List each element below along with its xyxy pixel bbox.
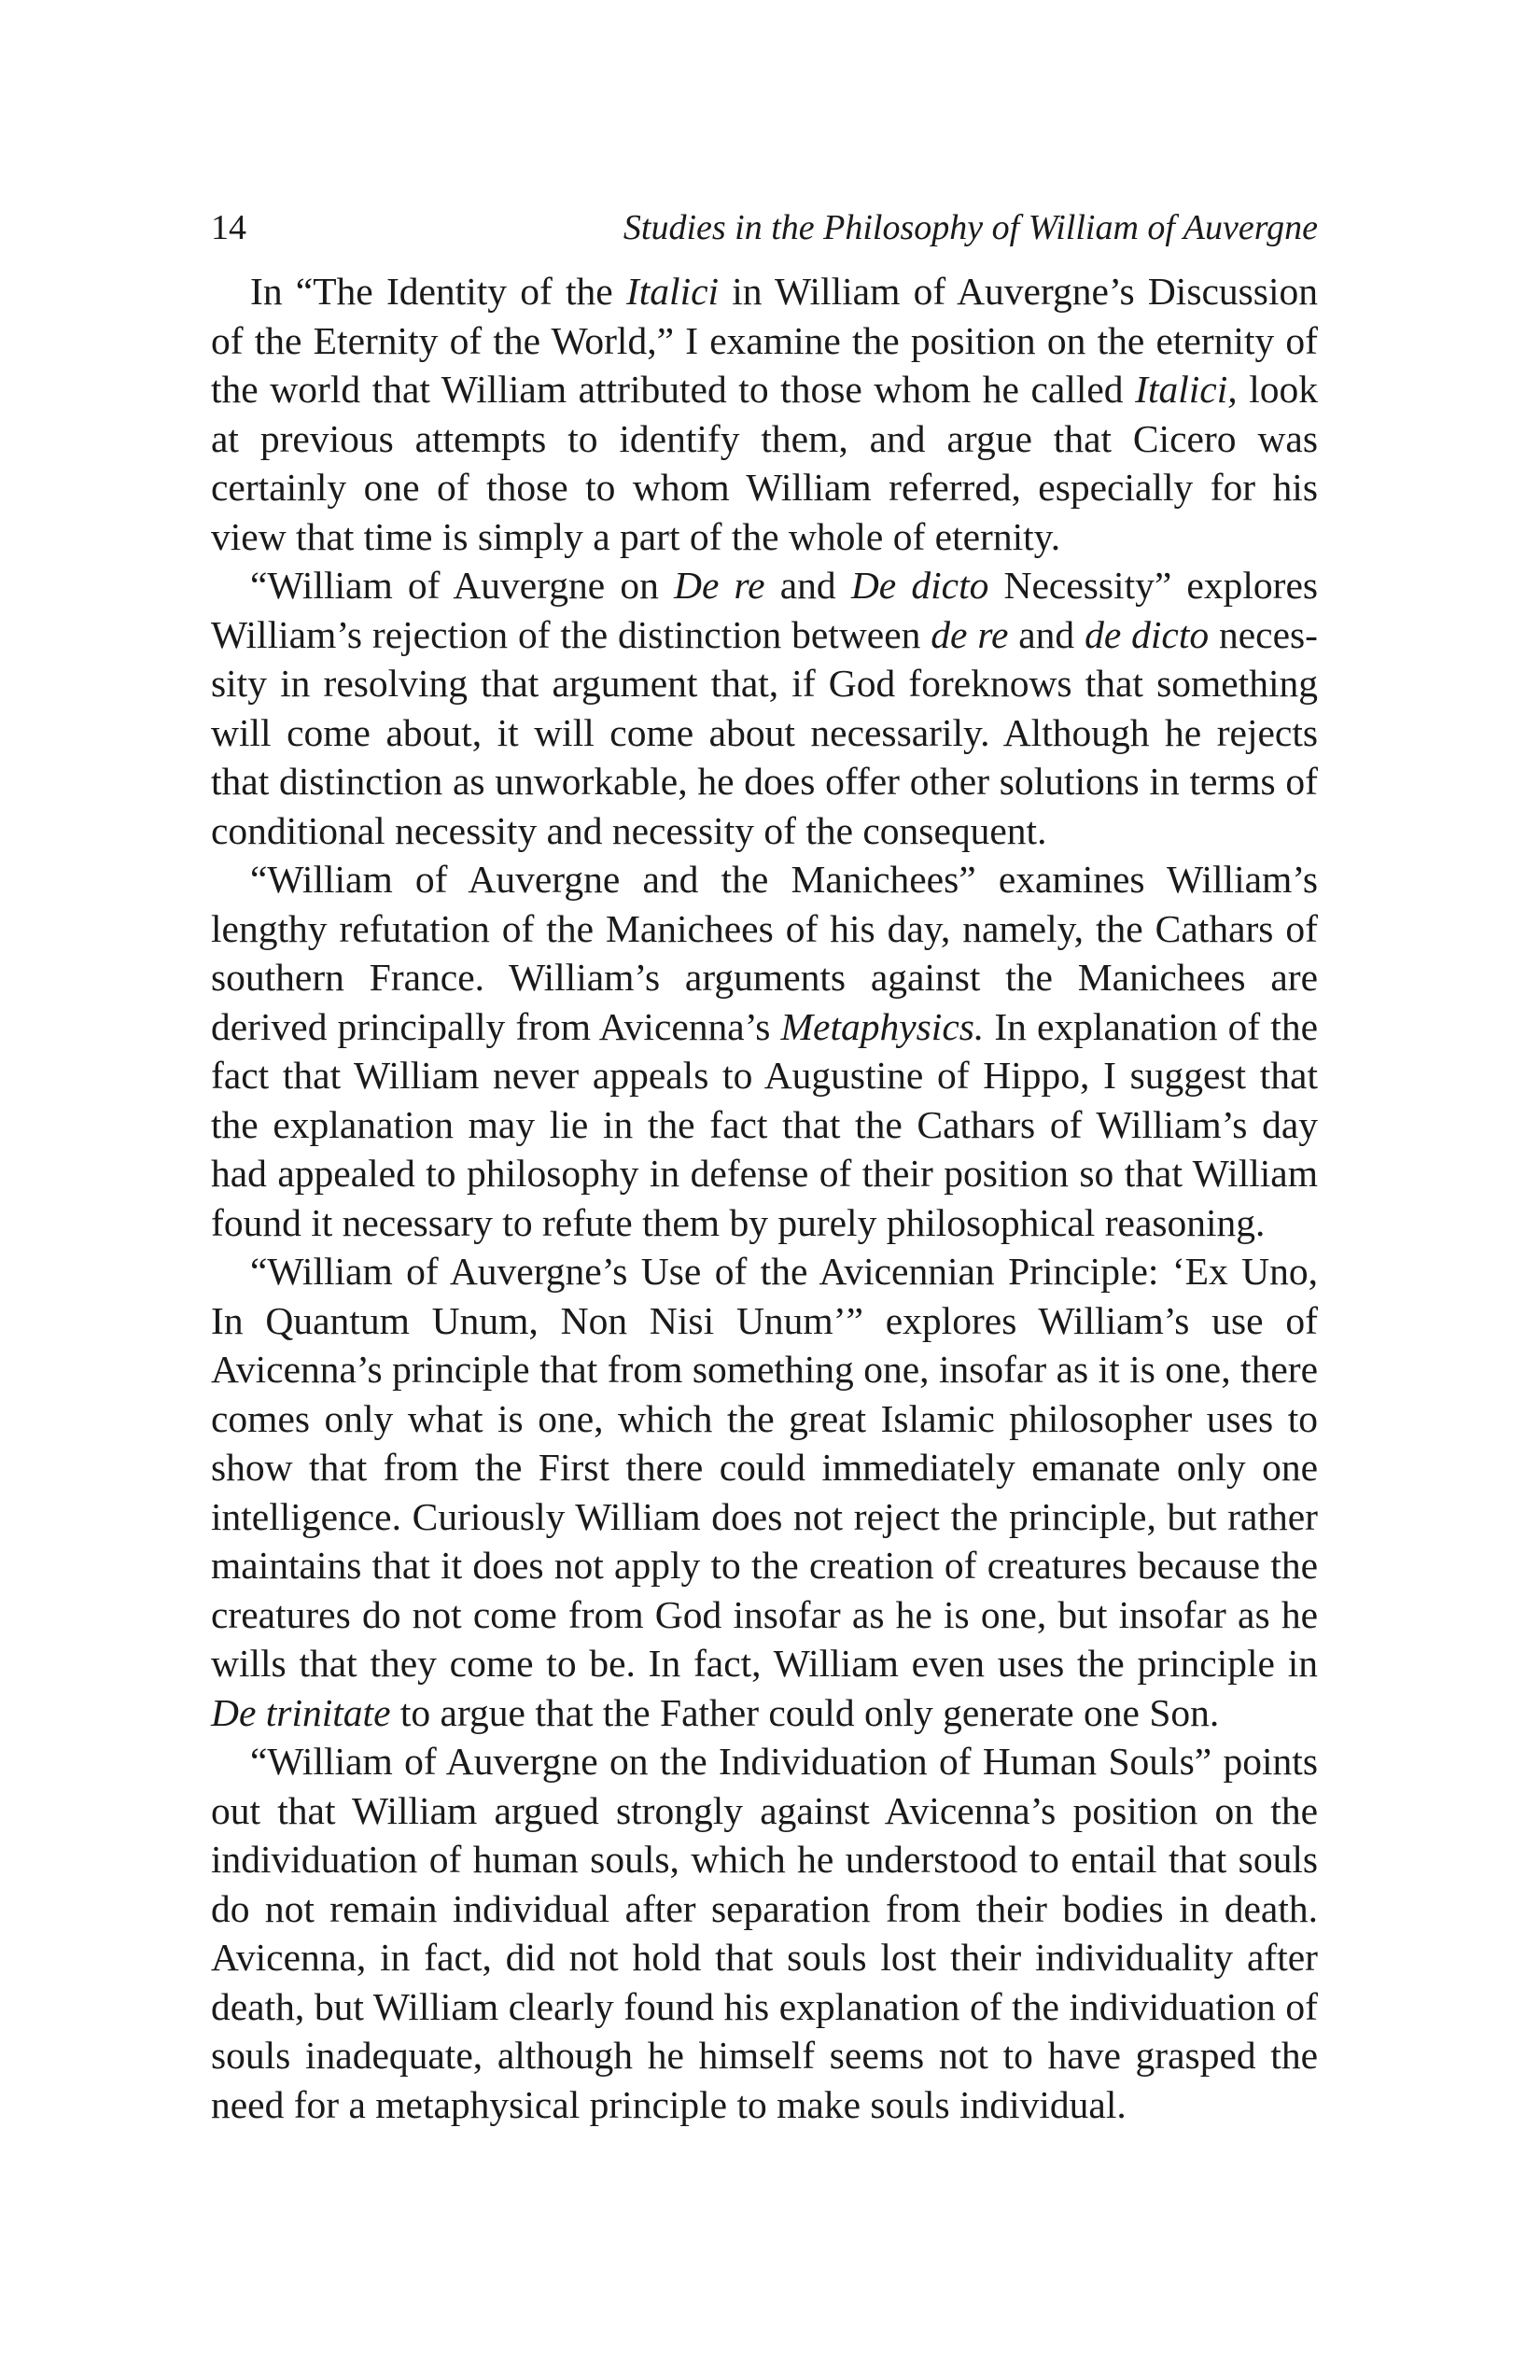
paragraph-manichees [211,855,1318,1247]
italic-text-run: Italici [625,270,720,313]
text-run: In “The Identity of the [250,270,626,313]
text-run: “William of Auvergne and the Manichees” examines William’s lengthy refutation of the Manichees of his day, namely, the Cathars of southern France. William’s arguments against the Manichees are derived principally from Avicenna’s [211,858,1318,1048]
italic-text-run: de dicto [1085,612,1210,656]
italic-text-run: de re [931,612,1009,656]
paragraph-italici [211,267,1318,561]
italic-text-run: De re [674,564,765,607]
italic-text-run: De trinitate [211,1690,391,1734]
running-title: Studies in the Philosophy of William of Auvergne [623,208,1318,247]
text-run: look at previous attempts to identify them, and argue that Cicero was certainly one of those to whom William referred, especially for his view that time is simply a part of the whole of eternity. [211,368,1318,558]
paragraph-de-re-de-dicto [211,561,1318,855]
text-run: “William of Auvergne’s Use of the Avicennian Principle: ‘Ex Uno, In Quantum Unum, Non Nisi Unum’” explores William’s use of Avicenna’s principle that from something one, insofar as it is one, there comes only what is one, which the great Islamic philosopher uses to show that from the First there could immediately emanate only one intelligence. Curiously William does not reject the principle, but rather maintains that it does not apply to the creation of creatures because the creatures do not come from God insofar as he is one, but insofar as he wills that they come to be. In fact, William even uses the principle in [211,1250,1318,1685]
text-run: and [1008,612,1085,656]
text-run: and [764,564,851,607]
page-number: 14 [211,208,246,247]
italic-text-run: Italici, [1135,368,1238,411]
italic-text-run: Metaphysics. [780,1004,985,1048]
text-run: Necessity” explores William’s rejection of the distinction between [211,564,1319,656]
text-run: to argue that the Father could only generate one Son. [390,1690,1220,1734]
body-text [211,267,1318,2129]
text-run: “William of Auvergne on the Individuation of Human Souls” points out that William argued strongly against Avicenna’s position on the individuation of human souls, which he understood to entail that souls do not remain individual after separation from their bodies in death. Avicenna, in fact, did not hold that souls lost their individuality after death, but William clearly found his explanation of the individuation of souls inadequate, although he himself seems not to have grasped the need for a metaphysical principle to make souls individual. [211,1740,1318,2126]
paragraph-avicennian-principle [211,1247,1318,1737]
text-run: In explanation of the fact that William never appeals to Augustine of Hippo, I suggest that the explanation may lie in the fact that the Cathars of William’s day had appealed to philosophy in defense of their position so that William found it necessary to refute them by purely philosophical reasoning. [211,1004,1318,1244]
paragraph-individuation [211,1737,1318,2129]
text-run: in William of Auvergne’s Discussion of the Eternity of the World,” I examine the position on the eternity of the world that William attributed to those whom he called [211,270,1318,411]
text-run: “William of Auvergne on [250,564,675,607]
running-head [211,202,1318,254]
text-run: neces-sity in resolving that argument that, if God foreknows that something will come about, it will come about necessarily. Although he rejects that distinction as unworkable, he does offer other solutions in terms of conditional necessity and necessity of the consequent. [211,612,1318,852]
italic-text-run: De dicto [850,564,989,607]
